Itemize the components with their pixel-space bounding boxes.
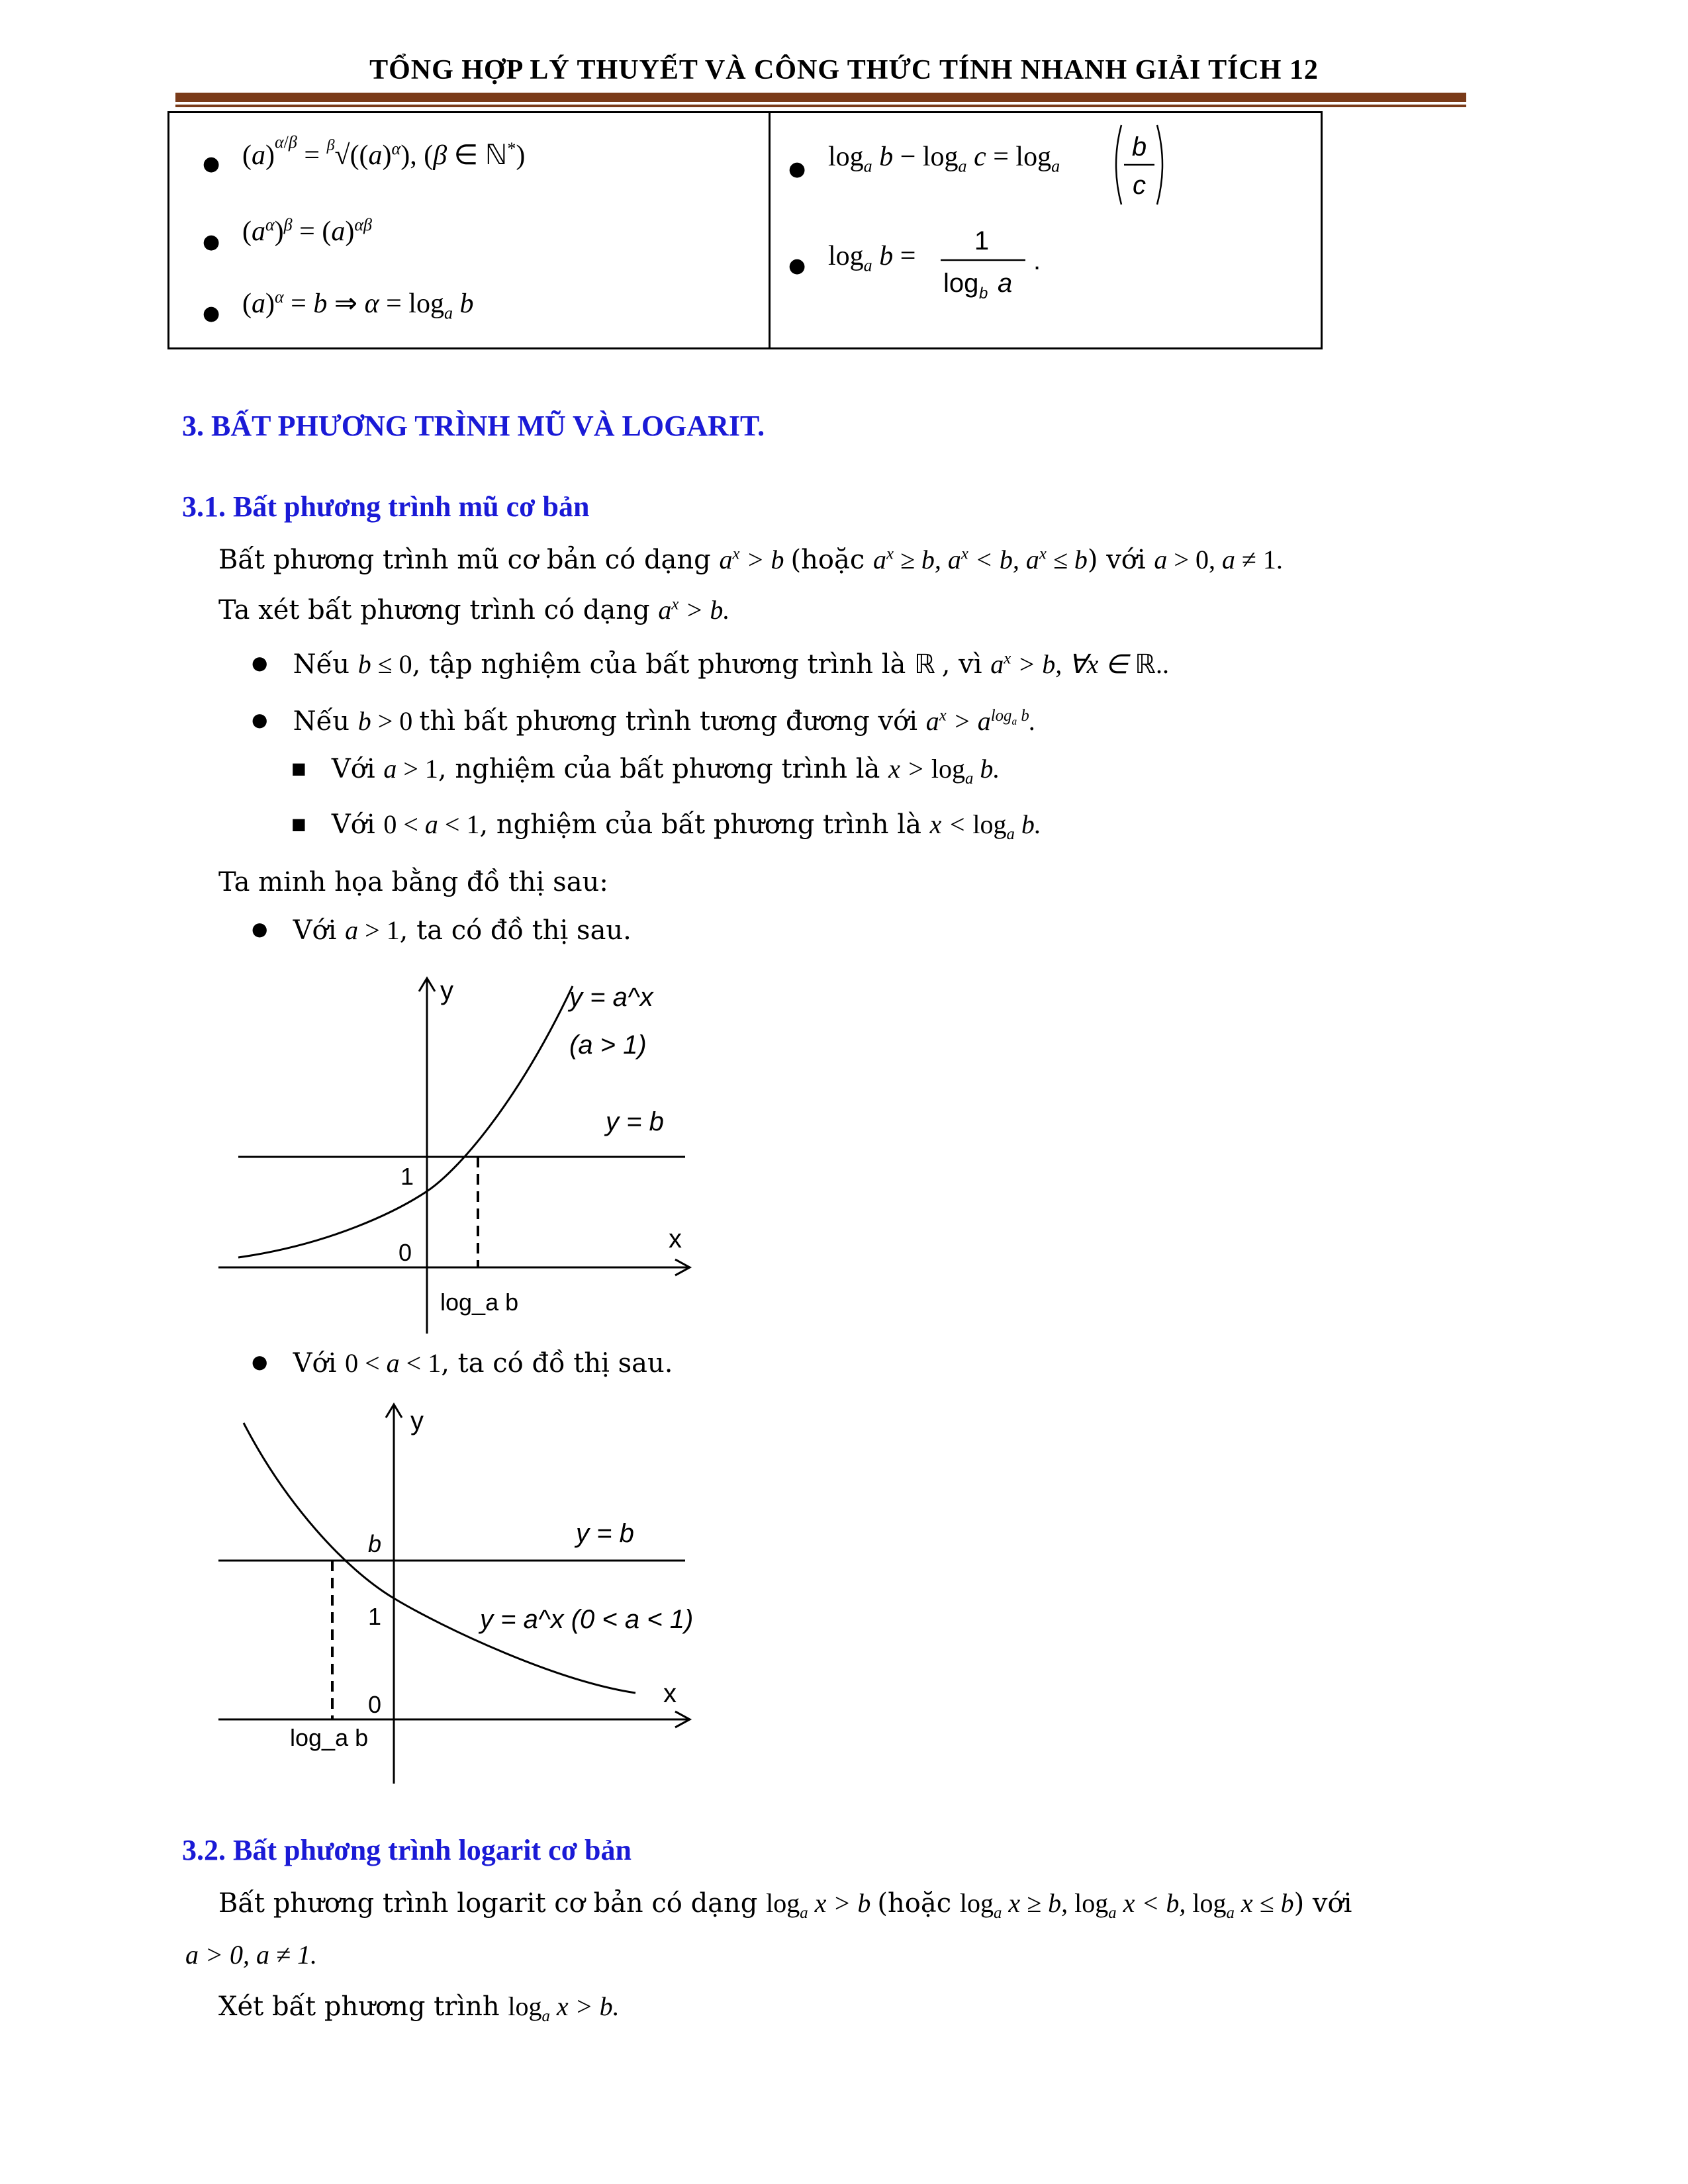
line-label: y = b	[606, 1107, 664, 1136]
cond-label: (a > 1)	[569, 1030, 647, 1060]
bullet: ●	[203, 152, 220, 175]
formula-left-3: $(a)^\alpha = b$ ⇒ $\alpha = \log_a b$	[242, 287, 474, 323]
exp-curve	[244, 1423, 635, 1693]
s32-consider: Xét bất phương trình $\log_a x > b$.	[218, 1991, 620, 2025]
svg-text:b: b	[1131, 132, 1147, 161]
one-label: 1	[368, 1603, 382, 1630]
formula-right-1: $\log_a b - \log_a c = \log_a$	[828, 142, 1060, 176]
svg-text:.: .	[1033, 246, 1041, 275]
curve-label: y = a^x (0 < a < 1)	[480, 1605, 694, 1634]
s32-intro: Bất phương trình logarit cơ bản có dạng $\log_a x > b$ (hoặc $\log_a x \ge b$, $\log_a x < b$, $\log_a x \le b$) với	[218, 1888, 1352, 1922]
s31-illustrate: Ta minh họa bằng đồ thị sau:	[218, 867, 608, 897]
zero-label: 0	[399, 1239, 412, 1266]
curve-label: y = a^x	[569, 983, 653, 1012]
s31-sub1: ■ Với a > 1, nghiệm của bất phương trình là $x > \log_a b$.	[291, 754, 1000, 788]
s31-case1: ● Nếu b ≤ 0, tập nghiệm của bất phương trình là ℝ , vì $a^x > b$, ∀x ∈ ℝ..	[252, 649, 1169, 680]
fraction-b-over-c	[1109, 118, 1169, 211]
formula-right-2-lhs: $\log_a b$ =	[828, 241, 916, 275]
graph2-caption: ● Với 0 < a < 1, ta có đồ thị sau.	[252, 1348, 673, 1379]
s32-cond: a > 0, a ≠ 1.	[185, 1940, 317, 1970]
formula-left-2: $(a^\alpha)^\beta = (a)^{\alpha\beta}$	[242, 215, 372, 247]
exp-curve	[238, 986, 573, 1257]
x-label: x	[663, 1679, 677, 1708]
y-label: y	[410, 1406, 424, 1435]
one-label: 1	[400, 1163, 414, 1190]
graph-exp-decreasing	[212, 1396, 728, 1787]
svg-text:1: 1	[974, 226, 990, 255]
section-3-1-title: 3.1. Bất phương trình mũ cơ bản	[182, 490, 590, 523]
s31-consider: Ta xét bất phương trình có dạng $a^x > b$.	[218, 595, 730, 625]
s31-intro: Bất phương trình mũ cơ bản có dạng $a^x > b$ (hoặc $a^x \ge b$, $a^x < b$, $a^x \le b$) với a > 0, a ≠ 1.	[218, 545, 1283, 575]
y-label: y	[440, 976, 453, 1005]
x-label: x	[669, 1224, 682, 1253]
zero-label: 0	[368, 1691, 382, 1718]
bullet: ●	[788, 254, 806, 277]
tick-label: log_a b	[440, 1289, 519, 1316]
svg-text:b: b	[979, 285, 988, 302]
fraction-1-over-logba	[934, 218, 1060, 310]
formula-left-1: $(a)^{\alpha/\beta} = ^\beta√((a)^\alpha)$, (β ∈ ℕ*)	[242, 132, 526, 171]
header-rule-thin	[175, 105, 1466, 107]
tick-label: log_a b	[290, 1724, 369, 1751]
svg-text:a: a	[998, 269, 1013, 298]
line-label: y = b	[576, 1519, 634, 1548]
svg-text:c: c	[1133, 171, 1146, 200]
page-header: TỔNG HỢP LÝ THUYẾT VÀ CÔNG THỨC TÍNH NHANH GIẢI TÍCH 12	[369, 55, 1319, 85]
s31-sub2: ■ Với 0 < a < 1, nghiệm của bất phương trình là $x < \log_a b$.	[291, 809, 1041, 843]
s31-case2: ● Nếu b > 0 thì bất phương trình tương đương với $a^x > a^{log_a b}$.	[252, 706, 1036, 737]
b-label: b	[368, 1530, 382, 1557]
section-3-title: 3. BẤT PHƯƠNG TRÌNH MŨ VÀ LOGARIT.	[182, 410, 765, 442]
table-divider	[769, 113, 771, 347]
graph1-caption: ● Với a > 1, ta có đồ thị sau.	[252, 915, 632, 946]
svg-text:log: log	[943, 269, 979, 298]
section-3-2-title: 3.2. Bất phương trình logarit cơ bản	[182, 1834, 632, 1866]
formula-table	[167, 111, 1323, 349]
header-rule-thick	[175, 93, 1466, 102]
bullet: ●	[203, 230, 220, 253]
bullet: ●	[788, 158, 806, 181]
graph-exp-increasing	[212, 973, 715, 1343]
bullet: ●	[203, 302, 220, 325]
